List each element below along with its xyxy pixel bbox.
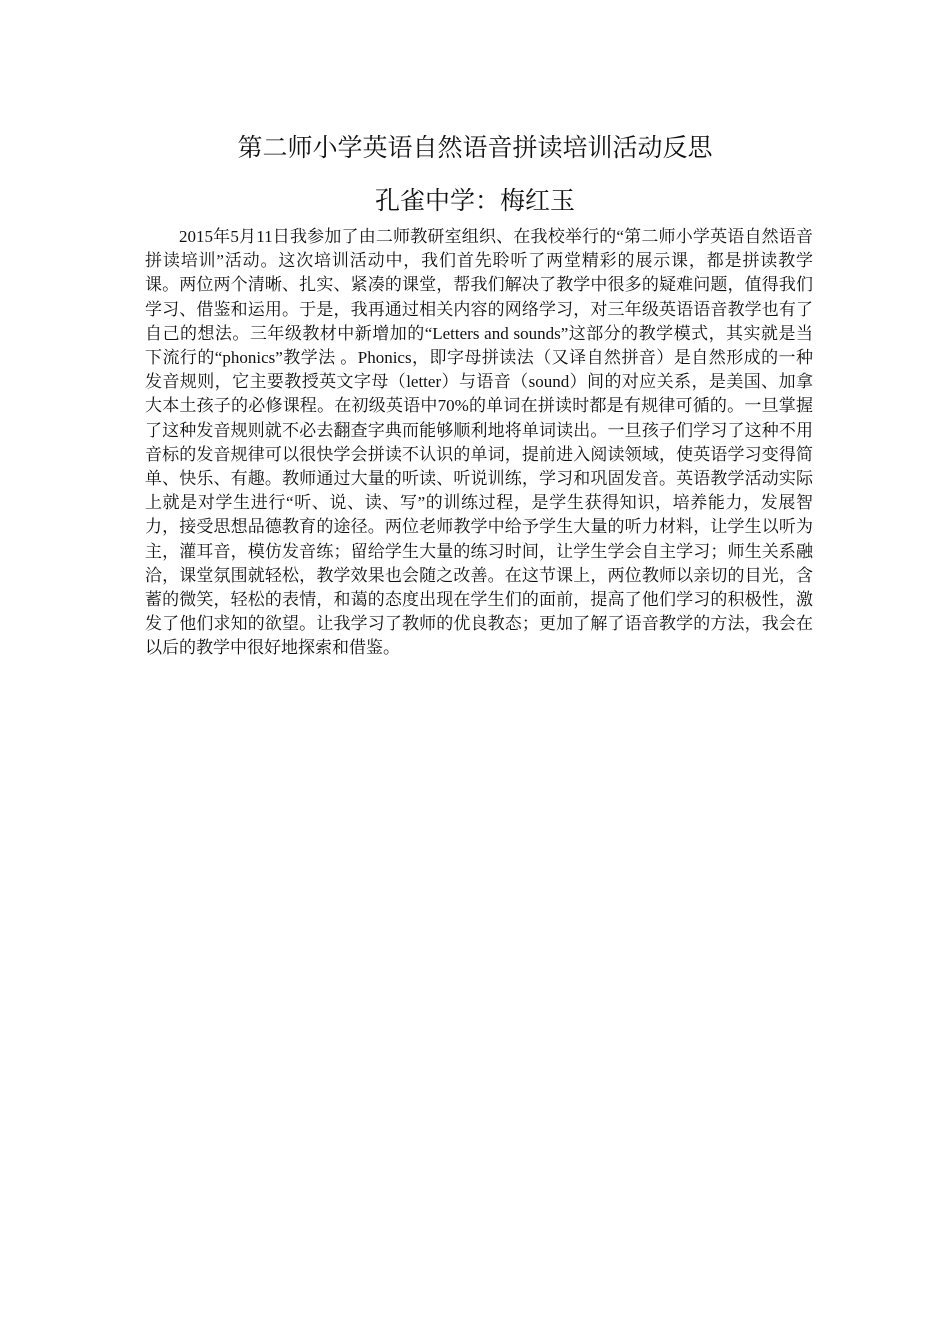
body-paragraph: 2015年5月11日我参加了由二师教研室组织、在我校举行的“第二师小学英语自然语音拼读培训”活动。这次培训活动中，我们首先聆听了两堂精彩的展示课，都是拼读教学课。两位两个清晰、扎实、紧凑的课堂，帮我们解决了教学中很多的疑难问题，值得我们学习、借鉴和运用。于是，我再通过相关内容的网络学习，对三年级英语语音教学也有了自己的想法。三年级教材中新增加的“Letters and sounds”这部分的教学模式，其实就是当下流行的“phonics”教学法 。Phonics，即字母拼读法（又译自然拼音）是自然形成的一种发音规则，它主要教授英文字母（letter）与语音（sound）间的对应关系，是美国、加拿大本土孩子的必修课程。在初级英语中70%的单词在拼读时都是有规律可循的。一旦掌握了这种发音规则就不必去翻查字典而能够顺利地将单词读出。一旦孩子们学习了这种不用音标的发音规律可以很快学会拼读不认识的单词，提前进入阅读领域，使英语学习变得简单、快乐、有趣。教师通过大量的听读、听说训练，学习和巩固发音。英语教学活动实际上就是对学生进行“听、说、读、写”的训练过程，是学生获得知识，培养能力，发展智力，接受思想品德教育的途径。两位老师教学中给予学生大量的听力材料，让学生以听为主，灌耳音，模仿发音练；留给学生大量的练习时间，让学生学会自主学习；师生关系融洽，课堂氛围就轻松，教学效果也会随之改善。在这节课上，两位教师以亲切的目光，含蓄的微笑，轻松的表情，和蔼的态度出现在学生们的面前，提高了他们学习的积极性，激发了他们求知的欲望。让我学习了教师的优良教态；更加了解了语音教学的方法，我会在以后的教学中很好地探索和借鉴。: [145, 227, 813, 658]
author-line: 孔雀中学：梅红玉: [374, 186, 575, 215]
document-title: 第二师小学英语自然语音拼读培训活动反思: [237, 133, 713, 162]
